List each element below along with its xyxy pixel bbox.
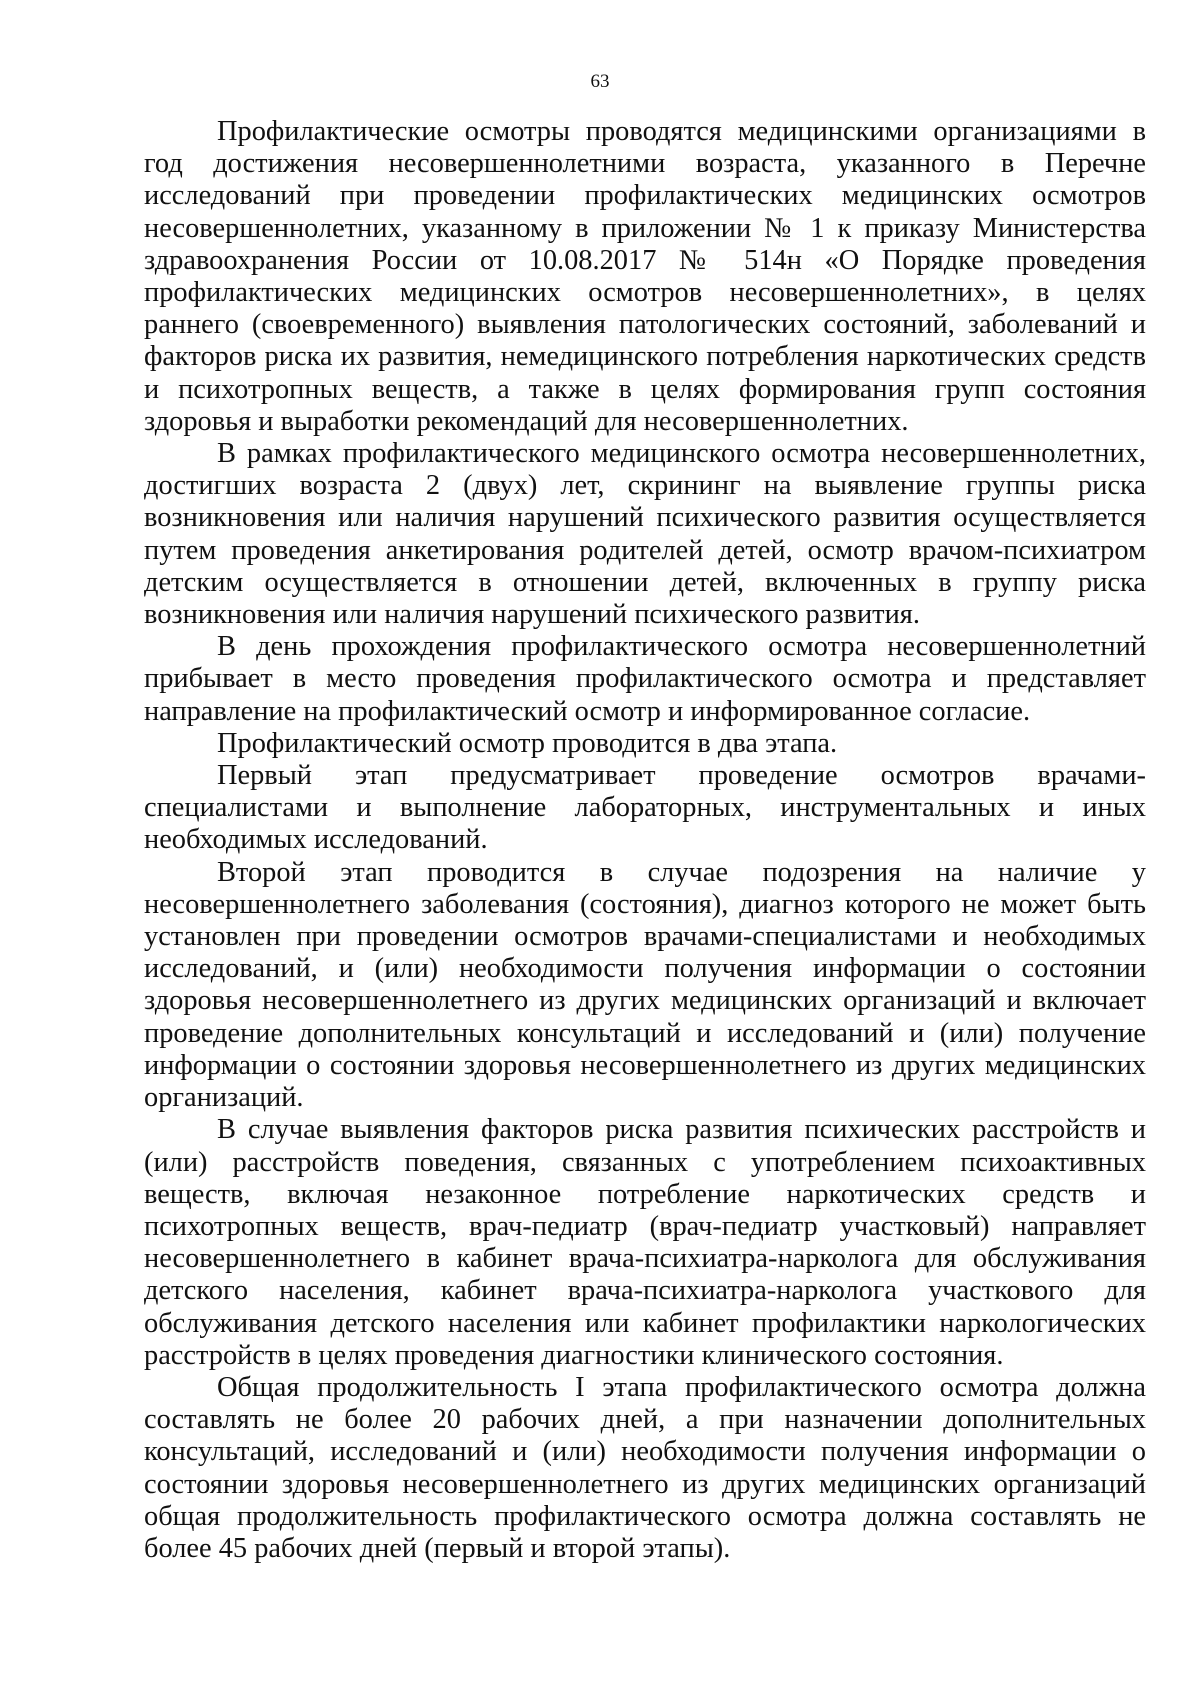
paragraph-first-stage: Первый этап предусматривает проведение осмотров врачами-специалистами и выполнение лабораторных, инструментальных и иных необходимых исследований. — [144, 760, 1146, 856]
paragraph-risk-factors-referral: В случае выявления факторов риска развития психических расстройств и (или) расстройств поведения, связанных с употреблением психоактивных веществ, включая незаконное потребление наркотических средств и психотропных веществ, врач-педиатр (врач-педиатр участковый) направляет несовершеннолетнего в кабинет врача-психиатра-нарколога для обслуживания детского населения, кабинет врача-психиатра-нарколога участкового для обслуживания детского населения или кабинет профилактики наркологических расстройств в целях проведения диагностики клинического состояния. — [144, 1114, 1146, 1371]
paragraph-mental-development-screening: В рамках профилактического медицинского осмотра несовершеннолетних, достигших возраста 2 (двух) лет, скрининг на выявление группы риска возникновения или наличия нарушений психического развития осуществляется путем проведения анкетирования родителей детей, осмотр врачом-психиатром детским осуществляется в отношении детей, включенных в группу риска возникновения или наличия нарушений психического развития. — [144, 438, 1146, 631]
page-number: 63 — [590, 71, 610, 92]
paragraph-exam-day-arrival: В день прохождения профилактического осмотра несовершеннолетний прибывает в место проведения профилактического осмотра и представляет направление на профилактический осмотр и информированное согласие. — [144, 631, 1146, 727]
paragraph-exam-duration: Общая продолжительность I этапа профилактического осмотра должна составлять не более 20 рабочих дней, а при назначении дополнительных консультаций, исследований и (или) необходимости получения информации о состоянии здоровья несовершеннолетнего из других медицинских организаций общая продолжительность профилактического осмотра должна составлять не более 45 рабочих дней (первый и второй этапы). — [144, 1371, 1146, 1564]
document-body — [144, 116, 1146, 1565]
paragraph-preventive-exams-purpose: Профилактические осмотры проводятся медицинскими организациями в год достижения несовершеннолетними возраста, указанного в Перечне исследований при проведении профилактических медицинских осмотров несовершеннолетних, указанному в приложении № 1 к приказу Министерства здравоохранения России от 10.08.2017 № 514н «О Порядке проведения профилактических медицинских осмотров несовершеннолетних», в целях раннего (своевременного) выявления патологических состояний, заболеваний и факторов риска их развития, немедицинского потребления наркотических средств и психотропных веществ, а также в целях формирования групп состояния здоровья и выработки рекомендаций для несовершеннолетних. — [144, 116, 1146, 437]
paragraph-two-stages: Профилактический осмотр проводится в два этапа. — [217, 727, 838, 759]
paragraph-second-stage: Второй этап проводится в случае подозрения на наличие у несовершеннолетнего заболевания (состояния), диагноз которого не может быть установлен при проведении осмотров врачами-специалистами и необходимых исследований, и (или) необходимости получения информации о состоянии здоровья несовершеннолетнего из других медицинских организаций и включает проведение дополнительных консультаций и исследований и (или) получение информации о состоянии здоровья несовершеннолетнего из других медицинских организаций. — [144, 856, 1146, 1114]
